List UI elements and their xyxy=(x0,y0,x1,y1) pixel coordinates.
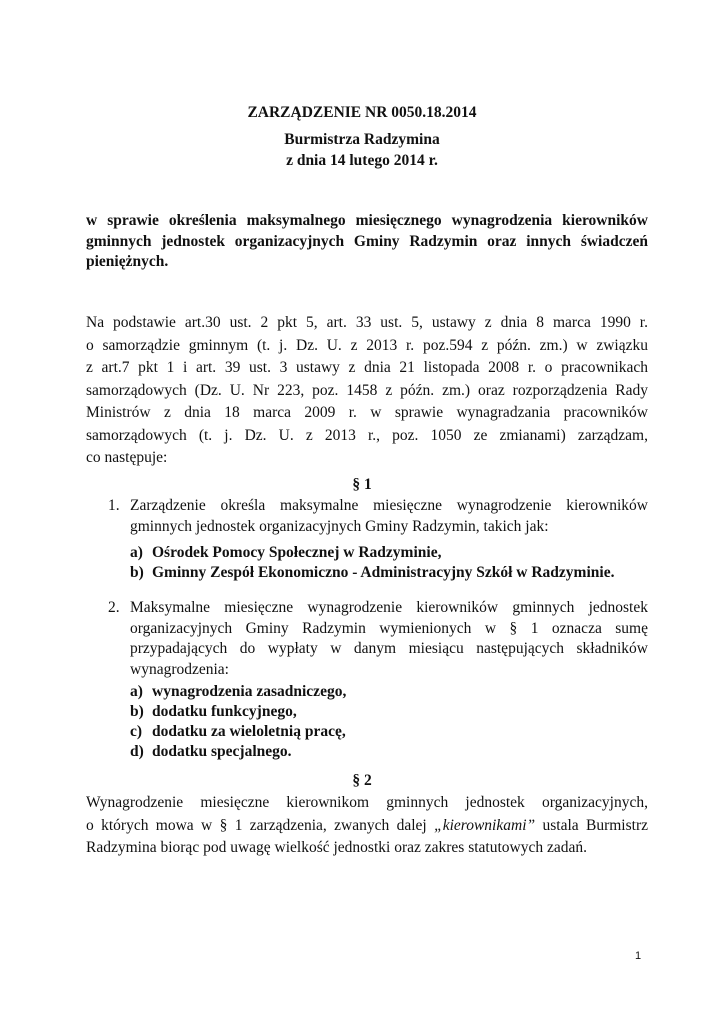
document-subject xyxy=(86,211,648,273)
list-item-label: a) xyxy=(130,683,143,700)
components-list xyxy=(130,682,346,762)
item-number: 1. xyxy=(108,497,120,514)
list-item-label: b) xyxy=(130,564,144,581)
list-item xyxy=(130,702,346,722)
section-2-heading: § 2 xyxy=(352,772,372,789)
list-item-label: a) xyxy=(130,544,143,561)
list-item-label: d) xyxy=(130,743,144,760)
item-line: wynagrodzenia: xyxy=(130,660,229,678)
item-line: Zarządzenie określa maksymalne miesięczne wynagrodzenie kierowników xyxy=(130,497,648,514)
list-item xyxy=(130,742,346,762)
subject-line: gminnych jednostek organizacyjnych Gminy Radzymin oraz innych świadczeń xyxy=(86,232,648,250)
paragraph-line xyxy=(86,815,648,838)
list-item-label: c) xyxy=(130,723,143,740)
document-title: ZARZĄDZENIE NR 0050.18.2014 xyxy=(247,104,477,121)
list-item-text: Ośrodek Pomocy Społecznej w Radzyminie, xyxy=(152,544,442,561)
legal-line: z art.7 pkt 1 i art. 39 ust. 3 ustawy z dnia 21 listopada 2008 r. o pracownikach xyxy=(86,359,648,376)
paragraph-line: Radzymina biorąc pod uwagę wielkość jednostki oraz zakres statutowych zadań. xyxy=(86,839,587,856)
subject-line: pieniężnych. xyxy=(86,253,169,270)
legal-basis xyxy=(86,312,648,470)
document-issuer: Burmistrza Radzymina xyxy=(284,131,440,148)
units-list xyxy=(130,543,614,583)
legal-line: co następuje: xyxy=(86,449,168,466)
legal-line: samorządowych (t. j. Dz. U. z 2013 r., poz. 1050 ze zmianami) zarządzam, xyxy=(86,426,648,444)
section-1-heading: § 1 xyxy=(352,476,372,493)
item-line: organizacyjnych Gminy Radzymin wymienionych w § 1 oznacza sumę xyxy=(130,619,648,637)
section-2-text xyxy=(86,792,648,860)
list-item-text: dodatku funkcyjnego, xyxy=(152,703,297,720)
page-number: 1 xyxy=(635,950,642,962)
subject-line: w sprawie określenia maksymalnego miesięcznego wynagrodzenia kierowników xyxy=(86,212,648,229)
item-number: 2. xyxy=(108,599,120,616)
document-date: z dnia 14 lutego 2014 r. xyxy=(286,152,438,169)
legal-line: samorządowych (Dz. U. Nr 223, poz. 1458 z późn. zm.) oraz rozporządzenia Rady xyxy=(86,381,648,399)
paragraph-line: Wynagrodzenie miesięczne kierownikom gminnych jednostek organizacyjnych, xyxy=(86,794,648,811)
list-item xyxy=(130,563,614,583)
item-line: przypadających do wypłaty w danym miesiącu następujących składników xyxy=(130,640,648,657)
list-item-text: dodatku za wieloletnią pracę, xyxy=(152,723,346,740)
legal-line: o samorządzie gminnym (t. j. Dz. U. z 2013 r. poz.594 z późn. zm.) w związku xyxy=(86,336,648,354)
paragraph-text: o których mowa w § 1 zarządzenia, zwanych dalej xyxy=(86,816,435,834)
item-line: Maksymalne miesięczne wynagrodzenie kierowników gminnych jednostek xyxy=(130,599,648,616)
list-item xyxy=(130,543,614,563)
list-item xyxy=(130,682,346,702)
list-item-text: dodatku specjalnego. xyxy=(152,743,292,760)
list-item-text: wynagrodzenia zasadniczego, xyxy=(152,683,347,700)
defined-term: „kierownikami” xyxy=(434,816,536,834)
list-item-label: b) xyxy=(130,703,144,720)
legal-line: Na podstawie art.30 ust. 2 pkt 5, art. 33 ust. 5, ustawy z dnia 8 marca 1990 r. xyxy=(86,314,648,331)
paragraph-text: ustala Burmistrz xyxy=(535,816,648,834)
item-line: gminnych jednostek organizacyjnych Gminy Radzymin, takich jak: xyxy=(130,517,549,535)
legal-line: Ministrów z dnia 18 marca 2009 r. w sprawie wynagradzania pracowników xyxy=(86,404,648,421)
list-item-text: Gminny Zespół Ekonomiczno - Administracyjny Szkół w Radzyminie. xyxy=(152,564,615,581)
list-item xyxy=(130,722,346,742)
